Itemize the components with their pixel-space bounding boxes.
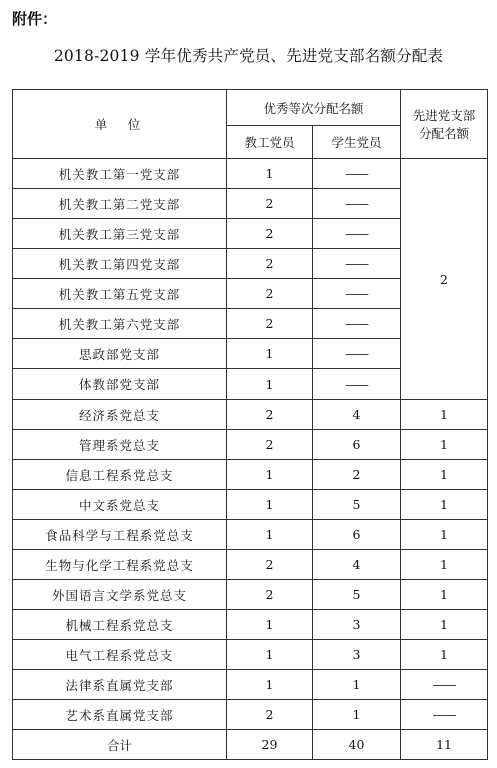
total-staff: 29 [227, 730, 313, 760]
staff-cell: 2 [227, 550, 313, 580]
staff-cell: 1 [227, 640, 313, 670]
table-row [13, 580, 488, 610]
student-cell: —— [313, 219, 401, 249]
branch-cell: 1 [401, 430, 488, 460]
unit-cell: 思政部党支部 [13, 339, 227, 369]
header-student-members: 学生党员 [313, 126, 401, 159]
attachment-label: 附件： [12, 10, 58, 28]
staff-cell: 2 [227, 189, 313, 219]
unit-cell: 机关教工第一党支部 [13, 159, 227, 189]
branch-cell: 1 [401, 490, 488, 520]
student-cell: 1 [313, 670, 401, 700]
staff-cell: 1 [227, 369, 313, 400]
table-row [13, 550, 488, 580]
student-cell: 2 [313, 460, 401, 490]
student-cell: 6 [313, 430, 401, 460]
student-cell: —— [313, 309, 401, 339]
student-cell: —— [313, 369, 401, 400]
staff-cell: 1 [227, 460, 313, 490]
table-row [13, 700, 488, 730]
staff-cell: 1 [227, 159, 313, 189]
student-cell: 3 [313, 610, 401, 640]
document-title: 2018-2019 学年优秀共产党员、先进党支部名额分配表 [53, 47, 444, 65]
unit-cell: 机关教工第二党支部 [13, 189, 227, 219]
unit-cell: 中文系党总支 [13, 490, 227, 520]
student-cell: —— [313, 159, 401, 189]
branch-cell: 1 [401, 580, 488, 610]
student-cell: 6 [313, 520, 401, 550]
staff-cell: 2 [227, 700, 313, 730]
student-cell: 5 [313, 580, 401, 610]
table-row [13, 670, 488, 700]
table-row [13, 640, 488, 670]
table-row [13, 610, 488, 640]
total-row [13, 730, 488, 760]
table-row [13, 400, 488, 430]
student-cell: —— [313, 339, 401, 369]
unit-cell: 机关教工第四党支部 [13, 249, 227, 279]
unit-cell: 管理系党总支 [13, 430, 227, 460]
header-advanced-branch [401, 90, 488, 159]
staff-cell: 2 [227, 309, 313, 339]
branch-cell: —— [401, 700, 488, 730]
unit-cell: 体教部党支部 [13, 369, 227, 400]
unit-cell: 机械工程系党总支 [13, 610, 227, 640]
header-branch-line2: 分配名额 [419, 126, 470, 141]
branch-cell: —— [401, 670, 488, 700]
allocation-table [12, 89, 488, 760]
staff-cell: 2 [227, 249, 313, 279]
unit-cell: 外国语言文学系党总支 [13, 580, 227, 610]
staff-cell: 2 [227, 279, 313, 309]
unit-cell: 信息工程系党总支 [13, 460, 227, 490]
branch-cell: 1 [401, 400, 488, 430]
table-row [13, 490, 488, 520]
header-branch-line1: 先进党支部 [412, 108, 476, 123]
branch-cell: 1 [401, 550, 488, 580]
staff-cell: 2 [227, 430, 313, 460]
unit-cell: 机关教工第五党支部 [13, 279, 227, 309]
total-student: 40 [313, 730, 401, 760]
branch-cell: 1 [401, 610, 488, 640]
header-staff-members: 教工党员 [227, 126, 313, 159]
student-cell: 1 [313, 700, 401, 730]
student-cell: 3 [313, 640, 401, 670]
unit-cell: 经济系党总支 [13, 400, 227, 430]
unit-cell: 食品科学与工程系党总支 [13, 520, 227, 550]
staff-cell: 1 [227, 520, 313, 550]
branch-cell: 1 [401, 520, 488, 550]
student-cell: —— [313, 279, 401, 309]
student-cell: 5 [313, 490, 401, 520]
staff-cell: 1 [227, 490, 313, 520]
staff-cell: 1 [227, 610, 313, 640]
staff-cell: 2 [227, 580, 313, 610]
header-excellent-quota: 优秀等次分配名额 [227, 90, 401, 126]
staff-cell: 1 [227, 339, 313, 369]
table-row [13, 520, 488, 550]
student-cell: 4 [313, 550, 401, 580]
header-unit: 单 位 [13, 90, 227, 159]
total-branch: 11 [401, 730, 488, 760]
unit-cell: 法律系直属党支部 [13, 670, 227, 700]
table-row [13, 460, 488, 490]
staff-cell: 2 [227, 219, 313, 249]
student-cell: —— [313, 189, 401, 219]
staff-cell: 2 [227, 400, 313, 430]
table-row [13, 159, 488, 189]
unit-cell: 机关教工第三党支部 [13, 219, 227, 249]
header-row-1 [13, 90, 488, 126]
total-label: 合计 [13, 730, 227, 760]
branch-cell: 1 [401, 640, 488, 670]
merged-branch-cell: 2 [401, 159, 488, 400]
unit-cell: 艺术系直属党支部 [13, 700, 227, 730]
staff-cell: 1 [227, 670, 313, 700]
student-cell: —— [313, 249, 401, 279]
table-row [13, 430, 488, 460]
unit-cell: 生物与化学工程系党总支 [13, 550, 227, 580]
unit-cell: 电气工程系党总支 [13, 640, 227, 670]
student-cell: 4 [313, 400, 401, 430]
branch-cell: 1 [401, 460, 488, 490]
unit-cell: 机关教工第六党支部 [13, 309, 227, 339]
